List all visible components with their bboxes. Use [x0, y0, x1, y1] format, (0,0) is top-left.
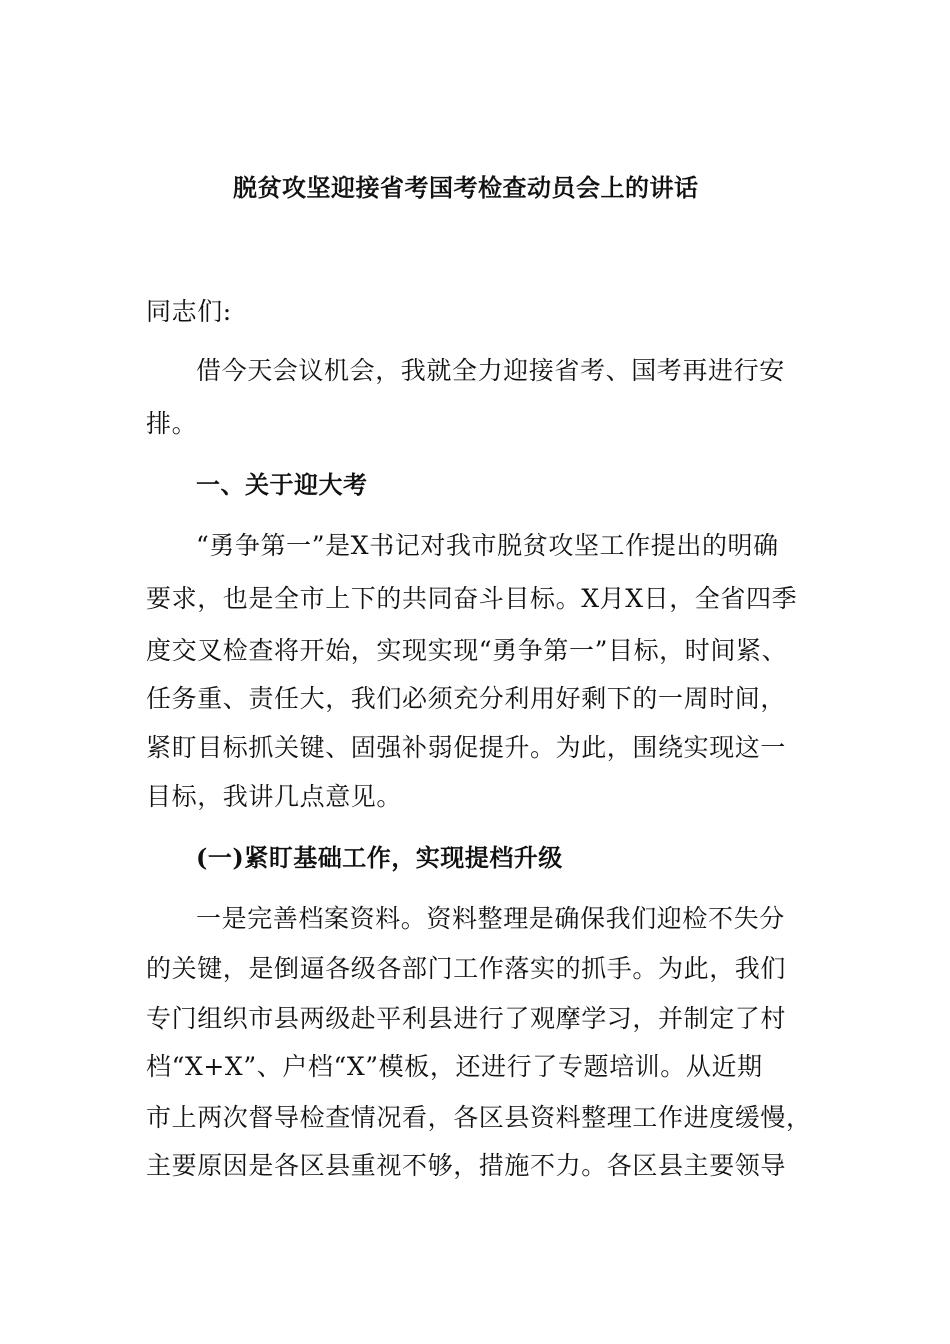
subsection-heading-1: (一)紧盯基础工作，实现提档升级	[196, 843, 563, 872]
section-heading-1: 一、关于迎大考	[196, 470, 368, 499]
section1-line-1: “勇争第一”是X书记对我市脱贫攻坚工作提出的明确	[196, 531, 779, 560]
section1-line-5: 紧盯目标抓关键、固强补弱促提升。为此，围绕实现这一	[146, 733, 787, 762]
section1-line-3: 度交叉检查将开始，实现实现“勇争第一”目标，时间紧、	[146, 636, 788, 665]
intro-line-1: 借今天会议机会，我就全力迎接省考、国考再进行安	[196, 356, 785, 385]
subsection1-line-3: 专门组织市县两级赴平利县进行了观摩学习，并制定了村	[146, 1004, 787, 1033]
section1-line-4: 任务重、责任大，我们必须充分利用好剩下的一周时间，	[146, 684, 787, 713]
subsection1-line-5: 市上两次督导检查情况看，各区县资料整理工作进度缓慢，	[146, 1103, 812, 1132]
intro-line-2: 排。	[146, 409, 198, 438]
subsection1-line-6: 主要原因是各区县重视不够，措施不力。各区县主要领导	[146, 1151, 787, 1180]
subsection1-line-2: 的关键，是倒逼各级各部门工作落实的抓手。为此，我们	[146, 954, 787, 983]
section1-line-6: 目标，我讲几点意见。	[146, 782, 403, 811]
subsection1-line-1: 一是完善档案资料。资料整理是确保我们迎检不失分	[196, 904, 785, 933]
subsection1-line-4: 档“X+X”、户档“X”模板，还进行了专题培训。从近期	[146, 1052, 763, 1081]
section1-line-2: 要求，也是全市上下的共同奋斗目标。X月X日，全省四季	[146, 584, 798, 613]
salutation: 同志们:	[146, 297, 232, 326]
document-title: 脱贫攻坚迎接省考国考检查动员会上的讲话	[233, 173, 699, 202]
